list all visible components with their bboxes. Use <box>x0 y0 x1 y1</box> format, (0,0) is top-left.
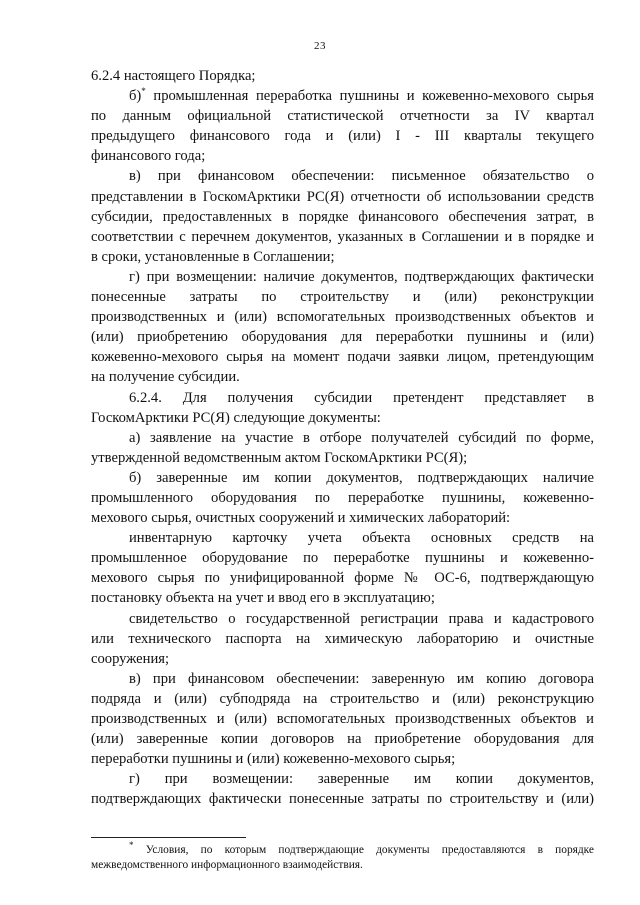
paragraph-document-g <box>91 769 594 809</box>
footnote-line <box>91 840 594 858</box>
text-line: предыдущего финансового года и (или) I - III кварталы текущего <box>91 128 594 145</box>
text-line: мехового сырья по унифицированной форме № ОС-6, подтверждающую <box>91 570 594 587</box>
footnote-marker: * <box>129 840 134 851</box>
text-line: инвентарную карточку учета объекта основных средств на <box>129 530 594 547</box>
text-line: понесенные затраты по строительству и (или) реконструкции <box>91 289 594 306</box>
text-line: субсидии, предоставленных в порядке финансового обеспечения затрат, в <box>91 208 594 225</box>
paragraph-document-v <box>91 669 594 769</box>
text-line: г) при возмещении: заверенные им копии документов, <box>129 771 594 788</box>
paragraph-criterion-b <box>91 86 594 166</box>
footnote-reference: * <box>141 86 146 97</box>
text-line: по данным официальной статистической отчетности за IV квартал <box>91 108 594 125</box>
document-body <box>91 66 594 809</box>
text-line: в сроки, установленные в Соглашении; <box>91 248 335 265</box>
text-line: постановку объекта на учет и ввод его в эксплуатацию; <box>91 590 435 607</box>
footnote-line: межведомственного информационного взаимодействия. <box>91 859 363 871</box>
text-fragment: Условия, по которым подтверждающие документы предоставляются в порядке <box>133 844 594 856</box>
text-line: или технического паспорта на химическую лабораторию и очистные <box>91 630 594 647</box>
text-line: а) заявление на участие в отборе получателей субсидий по форме, <box>129 429 594 446</box>
text-line: промышленное оборудование по переработке пушнины и кожевенно- <box>91 550 594 567</box>
footnote-separator <box>91 837 246 838</box>
paragraph-criterion-g <box>91 267 594 388</box>
text-line: подряда и (или) субподряда на строительство и (или) реконструкцию <box>91 690 594 707</box>
text-line: утвержденной ведомственным актом ГоскомАрктики РС(Я); <box>91 449 468 466</box>
text-line: г) при возмещении: наличие документов, подтверждающих фактически <box>129 268 594 285</box>
paragraph-inventory-card <box>91 528 594 608</box>
text-line: мехового сырья, очистных сооружений и химических лабораторий: <box>91 510 511 527</box>
text-line: б) заверенные им копии документов, подтверждающих наличие <box>129 469 594 486</box>
text-line: сооружения; <box>91 650 170 667</box>
footnote <box>91 840 594 873</box>
text-line: производственных и (или) вспомогательных производственных объектов и <box>91 711 594 727</box>
text-line: производственных и (или) вспомогательных производственных объектов и <box>91 309 594 326</box>
text-fragment: промышленная переработка пушнины и кожевенно-мехового сырья <box>145 88 594 105</box>
text-line: соответствии с перечнем документов, указанных в Соглашении и в порядке и <box>91 228 594 245</box>
text-line <box>91 86 594 106</box>
page-number: 23 <box>314 40 326 52</box>
paragraph-document-a <box>91 428 594 468</box>
text-line: кожевенно-мехового сырья на момент подачи заявки лицом, претендующим <box>91 349 594 366</box>
text-line: переработки пушнины и (или) кожевенно-мехового сырья; <box>91 751 456 768</box>
text-line: на получение субсидии. <box>91 369 240 386</box>
text-line: свидетельство о государственной регистрации права и кадастрового <box>129 610 594 627</box>
text-line: в) при финансовом обеспечении: заверенную им копию договора <box>129 670 594 687</box>
paragraph-order-reference <box>91 66 594 86</box>
paragraph-registration-certificate <box>91 609 594 669</box>
text-line: финансового года; <box>91 148 206 165</box>
paragraph-document-b <box>91 468 594 528</box>
text-line: промышленного оборудования по переработке пушнины, кожевенно- <box>91 489 594 506</box>
text-line: в) при финансовом обеспечении: письменное обязательство о <box>129 168 594 185</box>
text-line: подтверждающих фактически понесенные затраты по строительству и (или) <box>91 791 594 808</box>
text-line: представлении в ГоскомАрктики РС(Я) отчетности об использовании средств <box>91 188 594 205</box>
text-line: 6.2.4 настоящего Порядка; <box>91 68 256 84</box>
list-marker: б) <box>129 88 142 105</box>
text-line: 6.2.4. Для получения субсидии претендент представляет в <box>129 389 594 406</box>
text-line: (или) приобретению оборудования для переработки пушнины и (или) <box>91 329 594 346</box>
text-line: (или) заверенные копии договоров на приобретение оборудования для <box>91 731 594 748</box>
text-line: ГоскомАрктики РС(Я) следующие документы: <box>91 409 381 426</box>
paragraph-criterion-v <box>91 166 594 266</box>
paragraph-section-6-2-4 <box>91 388 594 428</box>
